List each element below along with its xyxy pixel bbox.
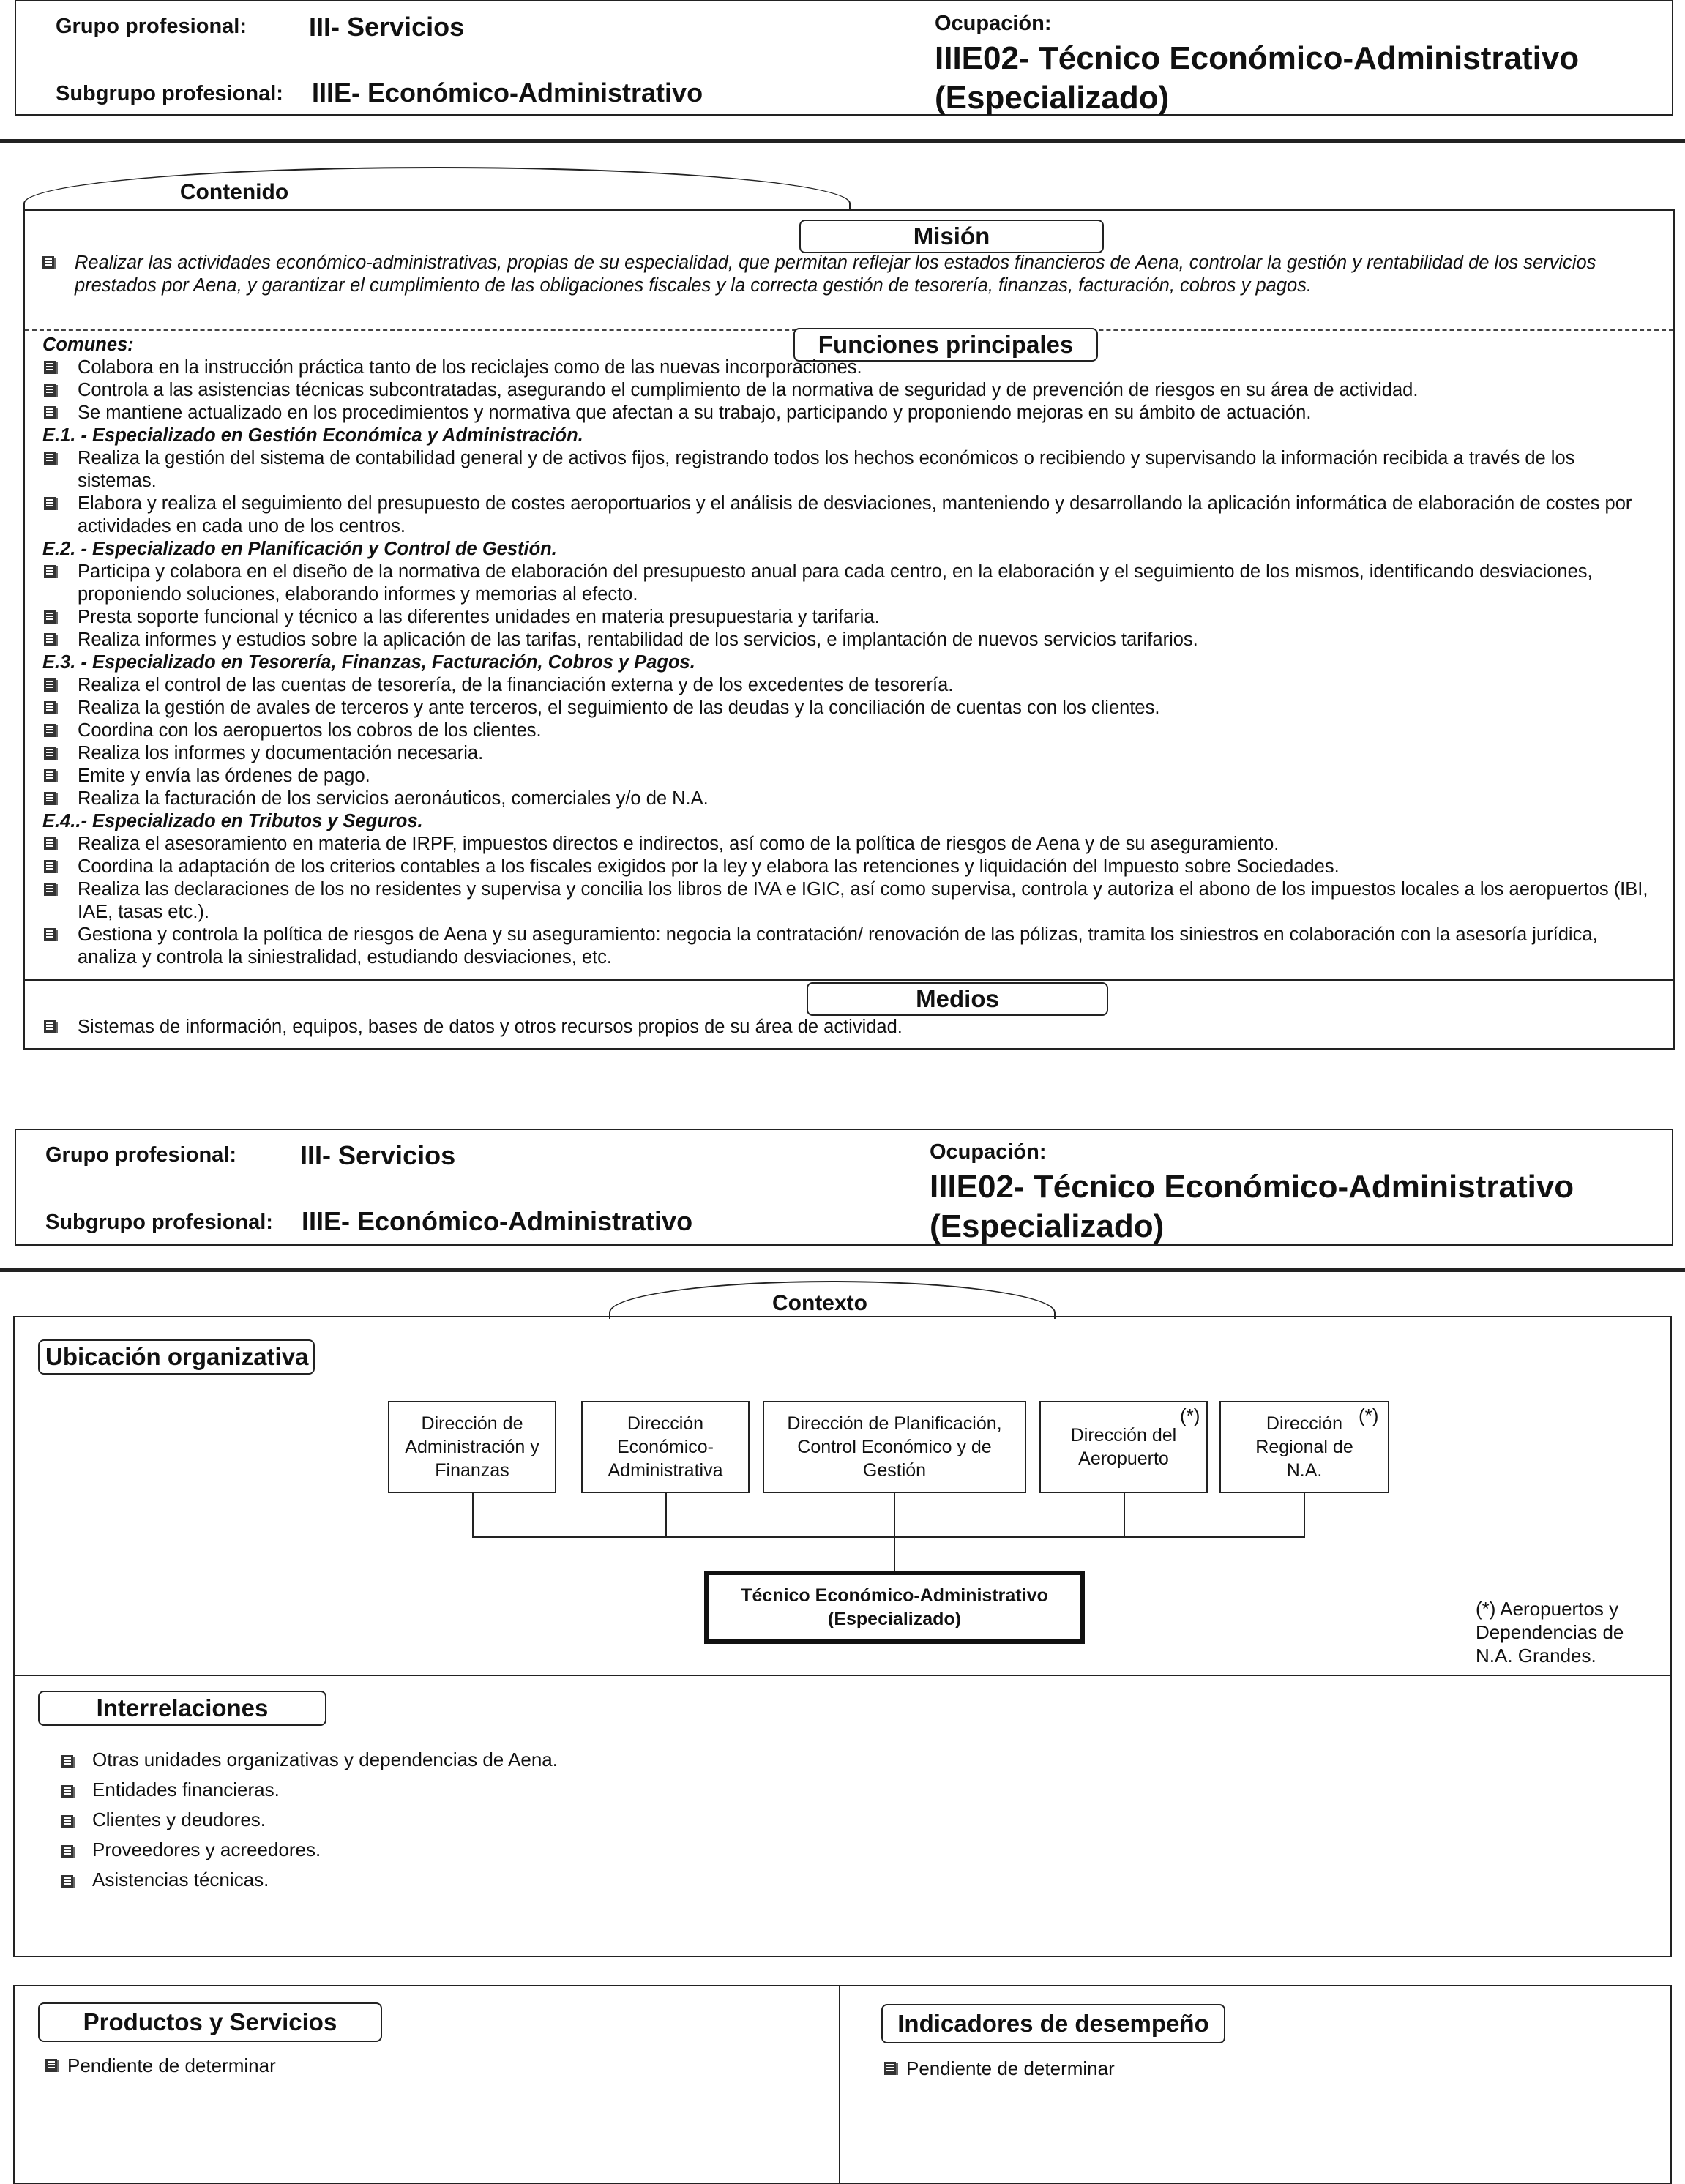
header-rule-top — [0, 139, 1685, 143]
book-icon — [41, 255, 57, 271]
interrelaciones-list — [60, 1748, 938, 1898]
book-icon — [42, 722, 59, 738]
funciones-item-text: Se mantiene actualizado en los procedimientos y normativa que afectan a su trabajo, participando y proponiendo mejoras en su ámbito de actuación. — [78, 403, 1312, 423]
funciones-item-text: Realiza los informes y documentación necesaria. — [78, 743, 484, 763]
header-box-top — [15, 0, 1673, 116]
ocupacion-label-2: Ocupación: — [930, 1140, 1047, 1164]
funciones-item — [42, 629, 1653, 651]
funciones-item-text: Gestiona y controla la política de riesgos de Aena y su aseguramiento: negocia la contratación/ renovación de las pólizas, tramita los siniestros en colaboración con la asesoría jurídica, analiza y controla la siniestralidad, estudiando desviaciones, etc. — [78, 924, 1598, 968]
book-icon — [60, 1871, 76, 1888]
funciones-group-heading-text: E.3. - Especializado en Tesorería, Finanzas, Facturación, Cobros y Pagos. — [42, 652, 695, 673]
org-footnote: (*) Aeropuertos y Dependencias de N.A. Grandes. — [1476, 1598, 1624, 1667]
book-icon — [60, 1781, 76, 1798]
org-box-target: Técnico Económico-Administrativo (Especializado) — [704, 1571, 1085, 1644]
org-box-regional: Dirección Regional de N.A. — [1219, 1401, 1389, 1493]
interrelaciones-item — [60, 1748, 938, 1778]
funciones-item — [42, 674, 1653, 697]
funciones-item-text: Elabora y realiza el seguimiento del presupuesto de costes aeroportuarios y el análisis de desviaciones, manteniendo y desarrollando la aplicación informática de elaboración de costes por actividades en cada uno de los centros. — [78, 493, 1632, 536]
funciones-group-heading-text: Comunes: — [42, 334, 134, 355]
book-icon — [42, 790, 59, 806]
header-box-bottom — [15, 1129, 1673, 1246]
funciones-item — [42, 878, 1653, 924]
interrelaciones-item-text: Proveedores y acreedores. — [92, 1839, 321, 1860]
funciones-item — [42, 493, 1653, 538]
book-icon — [42, 880, 59, 897]
book-icon — [60, 1841, 76, 1858]
grupo-label-2: Grupo profesional: — [45, 1143, 236, 1167]
medios-text: Sistemas de información, equipos, bases de datos y otros recursos propios de su área de actividad. — [78, 1017, 903, 1037]
subgrupo-value-2: IIIE- Económico-Administrativo — [302, 1206, 693, 1236]
book-icon — [42, 449, 59, 465]
ocupacion-label: Ocupación: — [935, 12, 1052, 35]
funciones-item — [42, 833, 1653, 856]
funciones-group-heading-text: E.4..- Especializado en Tributos y Seguros. — [42, 811, 423, 831]
interrelaciones-item — [60, 1868, 938, 1898]
ocupacion-line2-2: (Especializado) — [930, 1208, 1165, 1244]
asterisk-regional: (*) — [1359, 1405, 1379, 1426]
funciones-item-text: Realiza la gestión del sistema de contabilidad general y de activos fijos, registrando todos los hechos económicos o recibiendo y supervisando la información recibida a través de los sistemas. — [78, 448, 1575, 491]
funciones-item — [42, 697, 1653, 719]
mision-row — [41, 252, 1651, 297]
funciones-group-heading-text: E.2. - Especializado en Planificación y Control de Gestión. — [42, 539, 557, 559]
book-icon — [42, 835, 59, 851]
bottom-divider — [839, 1986, 840, 2184]
funciones-item — [42, 742, 1653, 765]
contexto-box — [13, 1316, 1672, 1957]
grupo-label: Grupo profesional: — [56, 15, 247, 38]
interrelaciones-item-text: Clientes y deudores. — [92, 1809, 266, 1830]
funciones-group-heading — [42, 651, 1653, 674]
book-icon — [42, 631, 59, 647]
org-box-aeropuerto: Dirección del Aeropuerto — [1039, 1401, 1208, 1493]
funciones-item-text: Realiza el asesoramiento en materia de IRPF, impuestos directos e indirectos, así como de la política de riesgos de Aena y de su aseguramiento. — [78, 834, 1279, 854]
header-rule-bottom — [0, 1268, 1685, 1272]
funciones-item — [42, 924, 1653, 969]
book-icon — [44, 2057, 60, 2073]
funciones-title: Funciones principales — [793, 328, 1098, 362]
book-icon — [42, 381, 59, 397]
contenido-box — [23, 209, 1675, 1050]
funciones-item-text: Participa y colabora en el diseño de la normativa de elaboración del presupuesto anual para cada centro, en la elaboración y el seguimiento de los mismos, identificando desviaciones, proponiendo soluciones, elaborando informes y memorias al efecto. — [78, 561, 1593, 605]
subgrupo-label-2: Subgrupo profesional: — [45, 1211, 273, 1234]
book-icon — [42, 359, 59, 375]
productos-row — [44, 2054, 276, 2077]
divider-interrelaciones — [15, 1675, 1670, 1676]
indicadores-row — [883, 2057, 1115, 2080]
funciones-item-text: Realiza informes y estudios sobre la aplicación de las tarifas, rentabilidad de los servicios, e implantación de nuevos servicios tarifarios. — [78, 629, 1198, 650]
book-icon — [42, 767, 59, 783]
org-box-admin-finanzas: Dirección de Administración y Finanzas — [388, 1401, 556, 1493]
mision-text: Realizar las actividades económico-administrativas, propias de su especialidad, que permitan reflejar los estados financieros de Aena, controlar la gestión y rentabilidad de los servicios prestados por Aena, y garantizar el cumplimiento de las obligaciones fiscales y la correcta gestión de tesorería, finanzas, facturación, cobros y pagos. — [75, 253, 1596, 296]
contenido-tab-label: Contenido — [179, 180, 289, 204]
funciones-item — [42, 719, 1653, 742]
funciones-item — [42, 788, 1653, 810]
funciones-item-text: Controla a las asistencias técnicas subcontratadas, asegurando el cumplimiento de la normativa de seguridad y de prevención de riesgos en su área de actividad. — [78, 380, 1419, 400]
interrelaciones-item-text: Otras unidades organizativas y dependencias de Aena. — [92, 1749, 558, 1770]
funciones-group-heading — [42, 538, 1653, 561]
book-icon — [883, 2060, 899, 2076]
subgrupo-value: IIIE- Económico-Administrativo — [312, 78, 703, 108]
book-icon — [42, 1019, 59, 1035]
interrelaciones-item — [60, 1778, 938, 1808]
funciones-group-heading — [42, 425, 1653, 447]
book-icon — [42, 744, 59, 760]
funciones-item — [42, 356, 1653, 379]
book-icon — [42, 926, 59, 942]
bottom-box — [13, 1985, 1672, 2184]
funciones-item — [42, 856, 1653, 878]
funciones-item — [42, 379, 1653, 402]
asterisk-aeropuerto: (*) — [1180, 1405, 1200, 1426]
indicadores-text: Pendiente de determinar — [906, 2057, 1115, 2079]
book-icon — [42, 563, 59, 579]
book-icon — [42, 608, 59, 624]
funciones-group-heading — [42, 810, 1653, 833]
contexto-tab-label: Contexto — [772, 1291, 867, 1315]
funciones-item-text: Realiza las declaraciones de los no residentes y supervisa y concilia los libros de IVA e IGIC, así como supervisa, controla y autoriza el abono de los impuestos locales a los aeropuertos (IBI, IAE, tasas etc.). — [78, 879, 1648, 922]
grupo-value-2: III- Servicios — [300, 1140, 456, 1170]
mision-title: Misión — [799, 220, 1104, 253]
medios-title: Medios — [807, 982, 1108, 1016]
productos-text: Pendiente de determinar — [67, 2054, 276, 2076]
interrelaciones-title: Interrelaciones — [38, 1691, 326, 1726]
divider-medios — [25, 979, 1673, 981]
funciones-item-text: Realiza la facturación de los servicios aeronáuticos, comerciales y/o de N.A. — [78, 788, 709, 809]
funciones-item — [42, 447, 1653, 493]
funciones-item-text: Presta soporte funcional y técnico a las diferentes unidades en materia presupuestaria y tarifaria. — [78, 607, 880, 627]
book-icon — [60, 1811, 76, 1828]
interrelaciones-item-text: Entidades financieras. — [92, 1779, 280, 1800]
funciones-item-text: Colabora en la instrucción práctica tanto de los reciclajes como de las nuevas incorporaciones. — [78, 357, 862, 378]
funciones-list — [42, 334, 1653, 969]
ocupacion-line2: (Especializado) — [935, 80, 1170, 116]
funciones-item-text: Coordina la adaptación de los criterios contables a los fiscales exigidos por la ley y elabora las retenciones y liquidación del Impuesto sobre Sociedades. — [78, 856, 1340, 877]
interrelaciones-item — [60, 1808, 938, 1838]
grupo-value: III- Servicios — [309, 12, 465, 42]
book-icon — [42, 676, 59, 692]
medios-row — [42, 1016, 1653, 1039]
org-box-planificacion: Dirección de Planificación, Control Económico y de Gestión — [763, 1401, 1026, 1493]
productos-title: Productos y Servicios — [38, 2002, 382, 2042]
funciones-item — [42, 765, 1653, 788]
funciones-item — [42, 561, 1653, 606]
book-icon — [42, 858, 59, 874]
funciones-item-text: Realiza el control de las cuentas de tesorería, de la financiación externa y de los excedentes de tesorería. — [78, 675, 954, 695]
funciones-item-text: Realiza la gestión de avales de terceros y ante terceros, el seguimiento de las deudas y la conciliación de cuentas con los clientes. — [78, 698, 1160, 718]
funciones-group-heading — [42, 334, 1653, 356]
book-icon — [42, 495, 59, 511]
ocupacion-line1-2: IIIE02- Técnico Económico-Administrativo — [930, 1169, 1574, 1205]
funciones-item — [42, 606, 1653, 629]
book-icon — [42, 404, 59, 420]
book-icon — [60, 1751, 76, 1768]
book-icon — [42, 699, 59, 715]
ubicacion-title: Ubicación organizativa — [38, 1339, 315, 1375]
funciones-item-text: Emite y envía las órdenes de pago. — [78, 766, 370, 786]
indicadores-title: Indicadores de desempeño — [881, 2004, 1225, 2043]
interrelaciones-item-text: Asistencias técnicas. — [92, 1869, 269, 1891]
org-box-economico-admin: Dirección Económico-Administrativa — [581, 1401, 750, 1493]
subgrupo-label: Subgrupo profesional: — [56, 82, 283, 105]
funciones-item-text: Coordina con los aeropuertos los cobros de los clientes. — [78, 720, 542, 741]
ocupacion-line1: IIIE02- Técnico Económico-Administrativo — [935, 40, 1580, 76]
interrelaciones-item — [60, 1838, 938, 1868]
funciones-item — [42, 402, 1653, 425]
funciones-group-heading-text: E.1. - Especializado en Gestión Económica y Administración. — [42, 425, 583, 446]
